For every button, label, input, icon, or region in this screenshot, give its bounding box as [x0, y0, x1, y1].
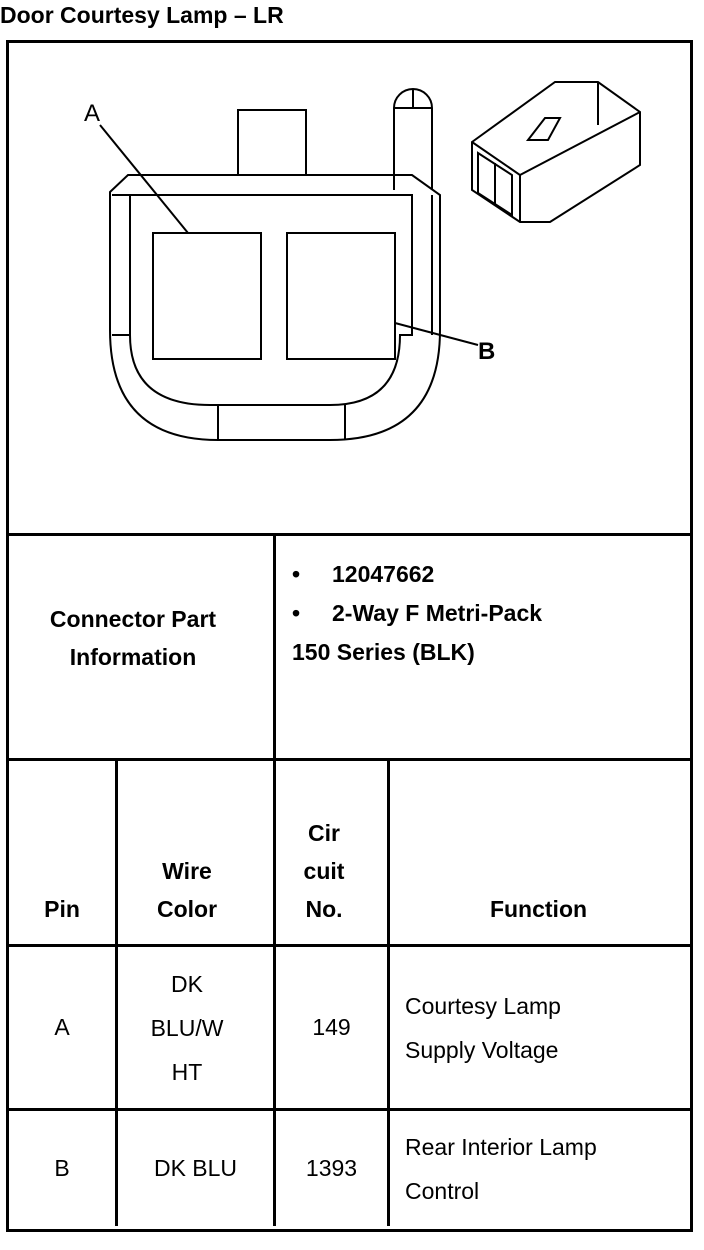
row-b-pin: B [54, 1155, 70, 1182]
bullet-icon: • [292, 561, 301, 587]
row-a-circuit: 149 [312, 1014, 351, 1041]
connector-series: 150 Series (BLK) [292, 639, 475, 665]
row-a-wire-color: DK BLU/W HT [150, 970, 224, 1085]
connector-type: 2-Way F Metri-Pack [332, 600, 543, 626]
connector-face-diagram [0, 0, 704, 530]
connector-part-number: 12047662 [332, 561, 435, 587]
header-wire-color: Wire Color [156, 858, 218, 922]
header-function: Function [489, 896, 588, 922]
row-a-pin: A [54, 1014, 70, 1041]
header-circuit-no: Cir cuit No. [303, 820, 345, 922]
connector-part-info-values [292, 555, 542, 672]
row-b-circuit: 1393 [305, 1155, 358, 1182]
callout-label-a: A [84, 100, 101, 127]
header-pin: Pin [44, 896, 80, 922]
callout-label-b: B [478, 338, 496, 365]
row-b-function: Rear Interior Lamp Control [405, 1133, 597, 1204]
bullet-icon: • [292, 600, 301, 626]
row-a-function: Courtesy Lamp Supply Voltage [405, 992, 561, 1063]
page-title: Door Courtesy Lamp – LR [0, 2, 284, 28]
row-b-wire-color: DK BLU [153, 1155, 238, 1182]
connector-part-info-label: Connector Part Information [49, 606, 217, 670]
